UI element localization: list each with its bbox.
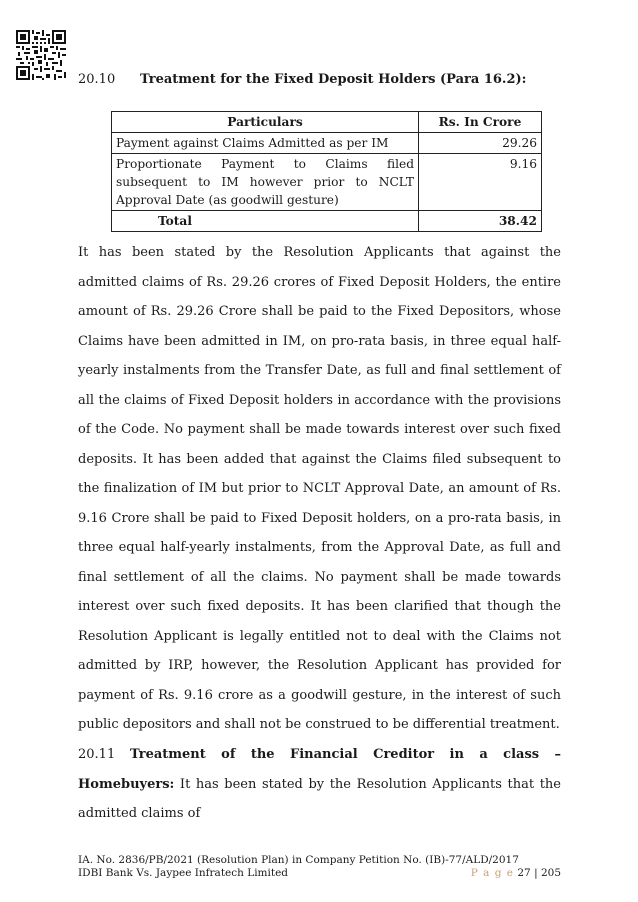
section-title: Treatment of the Financial Creditor in a class – Homebuyers: xyxy=(78,747,561,792)
row-particular: Payment against Claims Admitted as per IM xyxy=(112,133,419,154)
row-amount: 9.16 xyxy=(419,154,542,211)
section-heading-20-10 xyxy=(78,72,526,87)
table-row xyxy=(112,154,542,211)
section-title: Treatment for the Fixed Deposit Holders (Para 16.2): xyxy=(140,72,527,87)
parties: IDBI Bank Vs. Jaypee Infratech Limited xyxy=(78,867,289,879)
table-header-row xyxy=(112,112,542,133)
page-indicator: P a g e 27 | 205 xyxy=(470,867,561,879)
row-amount: 29.26 xyxy=(419,133,542,154)
page-number: 27 xyxy=(517,867,531,879)
fixed-deposit-table xyxy=(111,111,542,232)
page-word: P a g e xyxy=(470,867,515,879)
page-total: 205 xyxy=(540,867,561,879)
table-row xyxy=(112,133,542,154)
row-particular: Proportionate Payment to Claims filed subsequent to IM however prior to NCLT Approval Date (as goodwill gesture) xyxy=(112,154,419,211)
qr-code xyxy=(16,30,66,80)
total-label: Total xyxy=(112,211,419,232)
table-total-row xyxy=(112,211,542,232)
paragraph-homebuyers xyxy=(78,740,561,829)
case-reference: IA. No. 2836/PB/2021 (Resolution Plan) in Company Petition No. (IB)-77/ALD/2017 xyxy=(78,854,519,866)
paragraph-fixed-deposit: It has been stated by the Resolution Applicants that against the admitted claims of Rs. 29.26 crores of Fixed Deposit Holders, the entire amount of Rs. 29.26 Crore shall be paid to the Fixed Depositors, whose Claims have been admitted in IM, on pro-rata basis, in three equal half-yearly instalments from the Transfer Date, as full and final settlement of all the claims of Fixed Deposit holders in accordance with the provisions of the Code. No payment shall be made towards interest over such fixed deposits. It has been added that against the Claims filed subsequent to the finalization of IM but prior to NCLT Approval Date, an amount of Rs. 9.16 Crore shall be paid to Fixed Deposit holders, on a pro-rata basis, in three equal half-yearly instalments, from the Approval Date, as full and final settlement of all the claims. No payment shall be made towards interest over such fixed deposits. It has been clarified that though the Resolution Applicant is legally entitled not to deal with the Claims not admitted by IRP, however, the Resolution Applicant has provided for payment of Rs. 9.16 crore as a goodwill gesture, in the interest of such public depositors and shall not be construed to be differential treatment. xyxy=(78,245,561,732)
section-number: 20.11 xyxy=(78,747,116,762)
header-particulars: Particulars xyxy=(112,112,419,133)
header-amount: Rs. In Crore xyxy=(419,112,542,133)
total-amount: 38.42 xyxy=(419,211,542,232)
section-number: 20.10 xyxy=(78,72,116,87)
page-footer xyxy=(78,854,561,880)
paragraph-text: It has been stated by the Resolution Applicants that the admitted claims of xyxy=(78,776,561,821)
